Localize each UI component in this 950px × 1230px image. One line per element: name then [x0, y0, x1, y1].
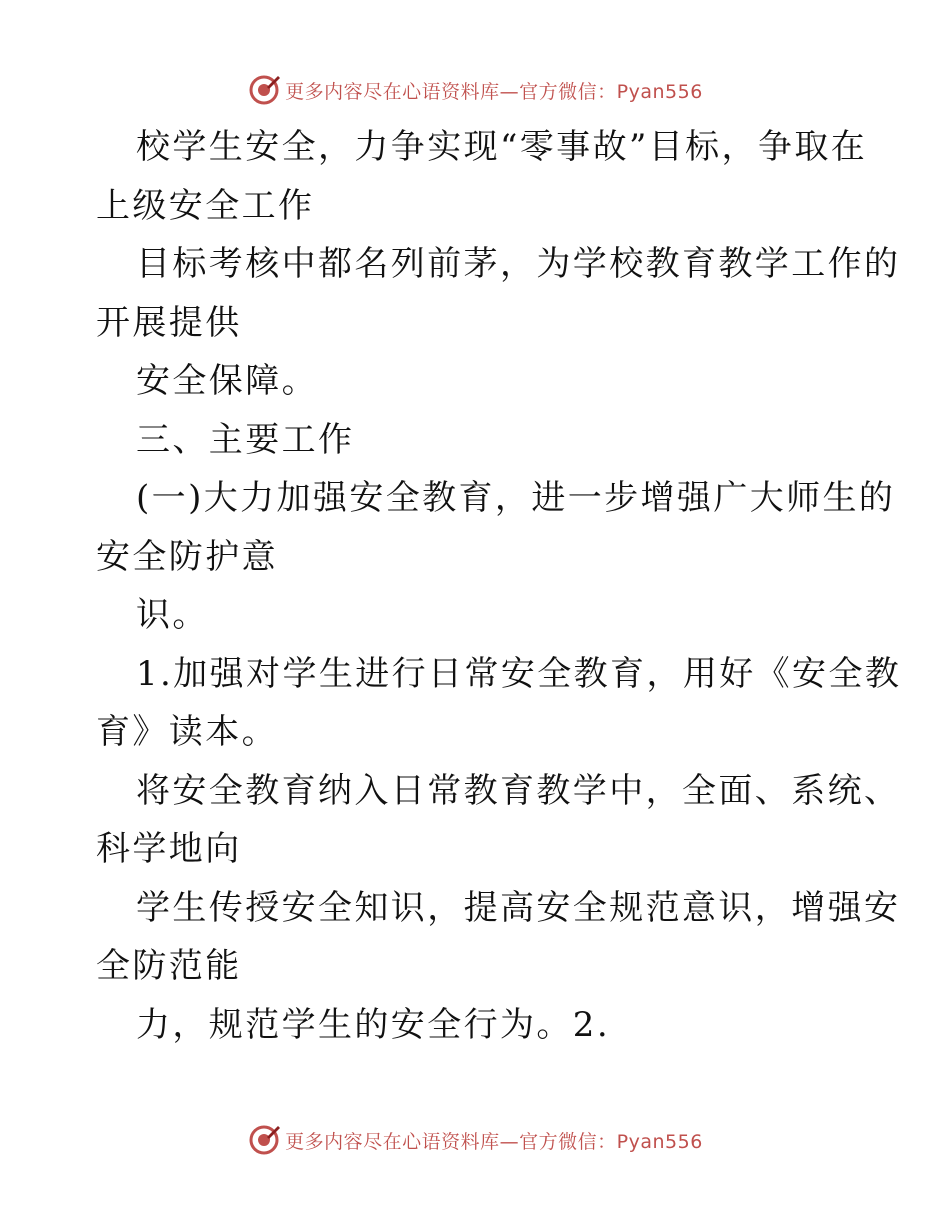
header-banner — [0, 70, 950, 110]
list-item: 1.加强对学生进行日常安全教育，用好《安全教 — [136, 653, 902, 694]
footer-banner-text: 更多内容尽在心语资料库—官方微信：Pyan556 — [285, 1130, 703, 1153]
text-line: 开展提供 — [96, 302, 242, 343]
text-line: 全防范能 — [96, 946, 242, 986]
subsection-heading: (一)大力加强安全教育，进一步增强广大师生的 — [136, 478, 896, 518]
text-line: 将安全教育纳入日常教育教学中，全面、系统、 — [136, 770, 901, 811]
text-line: 识。 — [136, 595, 209, 635]
pen-logo-icon — [247, 73, 281, 107]
text-line: 育》读本。 — [96, 712, 278, 752]
text-line: 科学地向 — [96, 829, 242, 869]
text-line: 校学生安全，力争实现“零事故”目标，争取在 — [136, 127, 868, 167]
text-line: 安全保障。 — [136, 361, 318, 401]
footer-banner — [0, 1120, 950, 1160]
text-line: 安全防护意 — [96, 536, 278, 577]
text-line: 目标考核中都名列前茅，为学校教育教学工作的 — [136, 244, 901, 284]
section-heading: 三、主要工作 — [136, 419, 355, 460]
document-body — [96, 118, 902, 1054]
pen-logo-icon — [247, 1123, 281, 1157]
text-line: 上级安全工作 — [96, 185, 315, 226]
text-line: 力，规范学生的安全行为。2. — [136, 1004, 611, 1045]
text-line: 学生传授安全知识，提高安全规范意识，增强安 — [136, 887, 901, 928]
header-banner-text: 更多内容尽在心语资料库—官方微信：Pyan556 — [285, 80, 703, 103]
